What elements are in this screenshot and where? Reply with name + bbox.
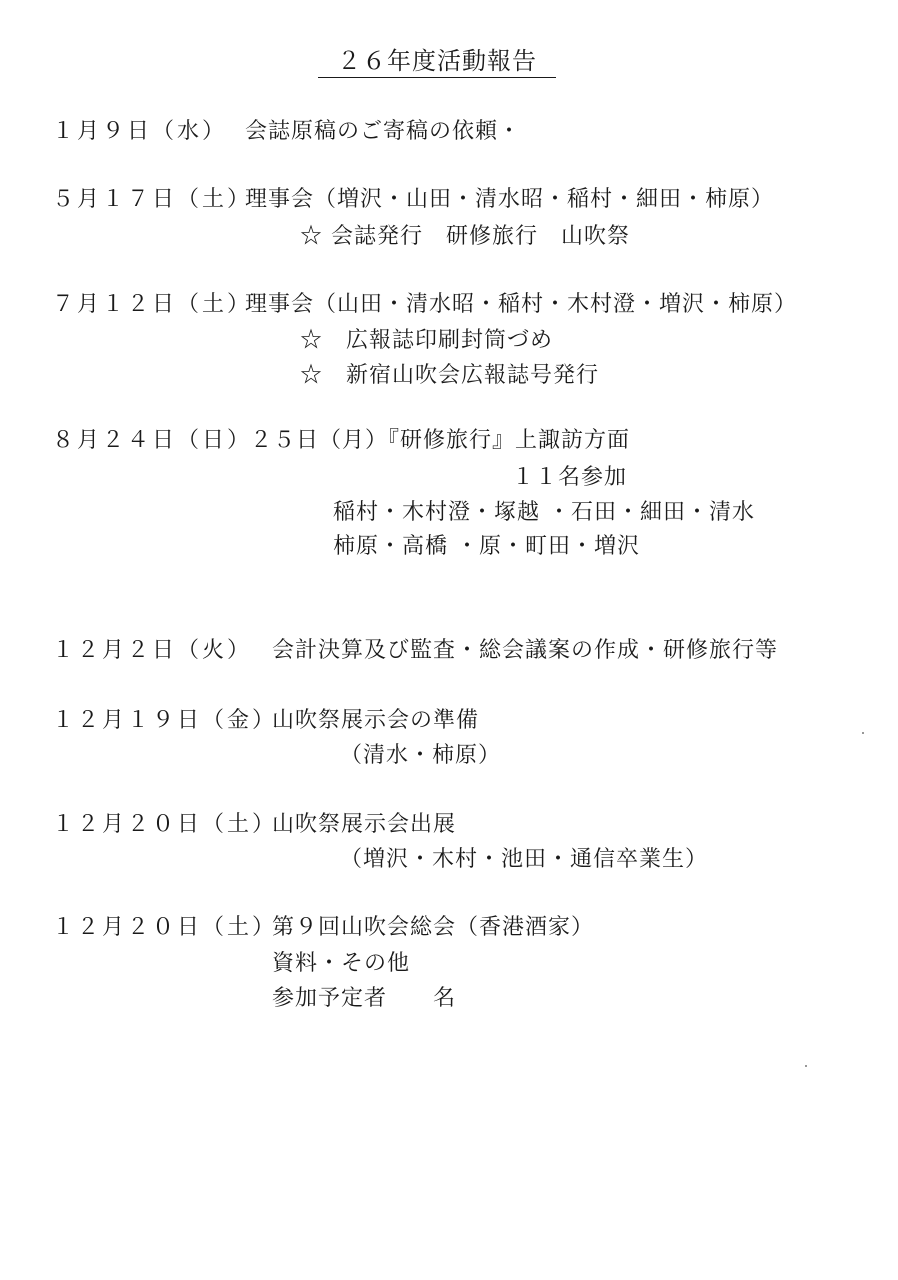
title-underline [318, 77, 556, 78]
entry-text: ☆ 広報誌印刷封筒づめ [300, 328, 554, 353]
entry-text: 会誌原稿のご寄稿の依頼・ [245, 119, 522, 144]
entry-date: １２月２０日（土） [52, 915, 278, 940]
entry-text: 資料・その他 [272, 951, 411, 976]
entry-text: 参加予定者 名 [272, 986, 457, 1011]
entry-text: ２５日（月）『研修旅行』上諏訪方面 [250, 428, 631, 453]
entry-text: １１名参加 [512, 465, 628, 490]
entry-text: 第９回山吹会総会（香港酒家） [272, 915, 595, 940]
scan-speck [862, 732, 864, 734]
entry-text: 山吹祭展示会の準備 [272, 708, 480, 733]
entry-text: ☆ 新宿山吹会広報誌号発行 [300, 363, 600, 388]
entry-text: 理事会（山田・清水昭・稲村・木村澄・増沢・柿原） [245, 292, 798, 317]
page-title: ２６年度活動報告 [337, 47, 537, 75]
entry-text: 理事会（増沢・山田・清水昭・稲村・細田・柿原） [245, 187, 775, 212]
entry-date: ５月１７日（土） [52, 187, 253, 212]
entry-text: 稲村・木村澄・塚越 ・石田・細田・清水 [333, 500, 755, 525]
entry-text: （増沢・木村・池田・通信卒業生） [340, 847, 709, 872]
entry-date: １２月１９日（金） [52, 708, 278, 733]
entry-date: １２月２日（火） [52, 638, 253, 663]
entry-date: ７月１２日（土） [52, 292, 253, 317]
entry-text: 会計決算及び監査・総会議案の作成・研修旅行等 [272, 638, 779, 663]
entry-text: 山吹祭展示会出展 [272, 812, 457, 837]
entry-text: 柿原・高橋 ・原・町田・増沢 [333, 534, 640, 559]
entry-text: ☆ 会誌発行 研修旅行 山吹祭 [300, 224, 630, 249]
scan-speck [805, 1065, 807, 1067]
entry-text: （清水・柿原） [340, 743, 502, 768]
entry-date: １２月２０日（土） [52, 812, 278, 837]
entry-date: １月９日（水） [52, 119, 228, 144]
entry-date: ８月２４日（日） [52, 428, 253, 453]
